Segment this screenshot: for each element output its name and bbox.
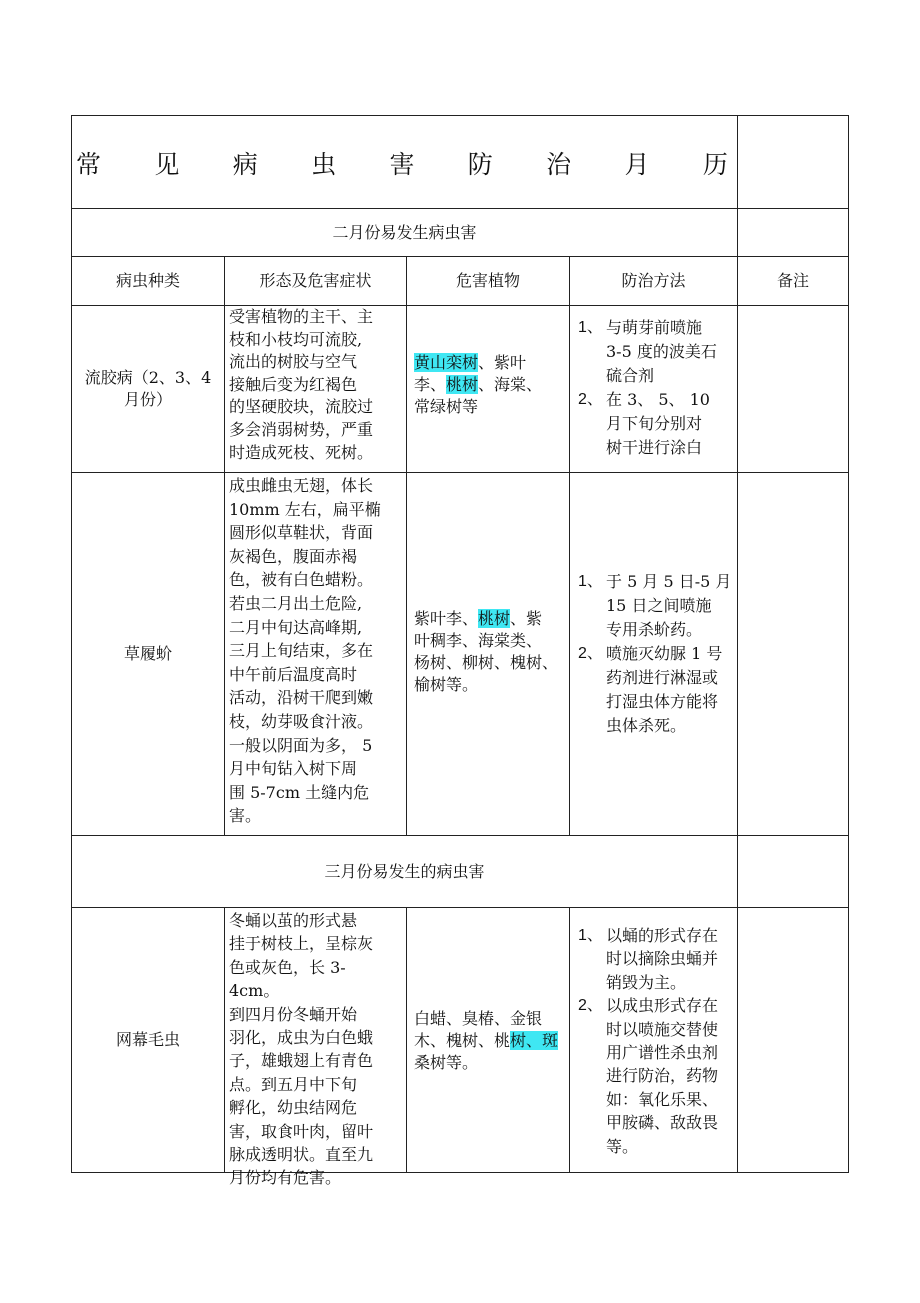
text-line: 3-5 度的波美石 — [606, 342, 717, 361]
text-line: 打湿虫体方能将 — [606, 692, 719, 711]
text-line: 硫合剂 — [606, 366, 655, 385]
text-line: 如：氧化乐果、 — [606, 1089, 719, 1109]
text-line: 多会消弱树势，严重 — [229, 419, 374, 439]
rule — [224, 907, 225, 1173]
text-line: 点。到五月中下旬 — [229, 1074, 358, 1094]
control-item — [578, 924, 733, 994]
pest-name-line: 月份） — [123, 390, 172, 409]
control-methods — [578, 570, 733, 738]
text-line: 成虫雌虫无翅，体长 — [229, 476, 374, 495]
text-line: 中午前后温度高时 — [229, 664, 358, 684]
text-line: 白蜡、臭椿、金银 — [414, 1009, 543, 1028]
text-line: 二月中旬达高峰期, — [229, 617, 363, 637]
pest-name-line: 流胶病（2、3、4 — [84, 368, 212, 387]
text-line: 围 5-7cm 土缝内危 — [229, 782, 370, 802]
symptoms-text — [229, 474, 395, 828]
text-line: 药剂进行淋湿或 — [606, 668, 719, 687]
item-number: 1、 — [578, 927, 603, 944]
text-fragment: 、紫 — [510, 609, 543, 628]
text-line: 受害植物的主干、主 — [229, 307, 374, 326]
title-char: 防 — [467, 150, 493, 179]
text-line: 以蛹的形式存在 — [606, 926, 719, 945]
rule — [569, 907, 570, 1173]
title-char: 治 — [546, 150, 572, 179]
text-line: 进行防治，药物 — [606, 1066, 719, 1086]
text-line: 孵化，幼虫结网危 — [229, 1098, 358, 1118]
text-line: 在 3、 5、 10 — [606, 390, 710, 409]
text-line: 到四月份冬蛹开始 — [229, 1004, 358, 1024]
pest-name: 草履蚧 — [123, 644, 172, 663]
header-control: 防治方法 — [621, 271, 686, 290]
title-char: 见 — [154, 150, 180, 179]
title-char: 常 — [76, 150, 102, 179]
title-char: 病 — [232, 150, 258, 179]
rule — [848, 115, 849, 1173]
control-methods — [578, 924, 733, 1158]
text-line: 时以摘除虫蛹并 — [606, 949, 719, 969]
section-heading-feb: 二月份易发生病虫害 — [332, 222, 477, 242]
text-line: 榆树等。 — [414, 675, 479, 694]
text-line: 的坚硬胶块，流胶过 — [229, 397, 374, 417]
highlighted-plant: 黄山栾树 — [414, 353, 479, 372]
text-line: 脉成透明状。直至九 — [229, 1145, 374, 1165]
text-line: 树干进行涂白 — [606, 438, 703, 457]
rule — [71, 1172, 848, 1173]
text-line: 15 日之间喷施 — [606, 596, 712, 615]
text-line: 甲胺磷、敌敌畏 — [606, 1113, 719, 1133]
title-char: 虫 — [311, 150, 337, 179]
text-fragment: 木、槐树、桃 — [414, 1031, 511, 1050]
page-title — [76, 146, 728, 180]
text-line: 用广谱性杀虫剂 — [606, 1043, 719, 1063]
text-line: 枝，幼芽吸食汁液。 — [229, 711, 374, 731]
text-line: 子，雄蛾翅上有青色 — [229, 1051, 374, 1071]
text-line: 专用杀蚧药。 — [606, 620, 703, 639]
text-line: 时造成死枝、死树。 — [229, 442, 374, 462]
title-char: 月 — [624, 150, 650, 179]
highlighted-plant: 树、斑 — [510, 1031, 559, 1050]
rule — [224, 256, 225, 836]
text-line: 销毁为主。 — [606, 972, 687, 992]
pest-name — [72, 306, 224, 472]
text-line: 害，取食叶肉，留叶 — [229, 1121, 374, 1141]
text-fragment: 、海棠、 — [478, 375, 543, 394]
text-line: 三月上旬结束，多在 — [229, 641, 374, 661]
text-line: 圆形似草鞋状，背面 — [229, 523, 374, 543]
header-type: 病虫种类 — [115, 271, 180, 290]
text-line: 羽化，成虫为白色蛾 — [229, 1028, 374, 1048]
text-line: 色，被有白色蜡粉。 — [229, 570, 374, 590]
text-line: 叶稠李、海棠类、 — [414, 631, 543, 650]
text-line: 色或灰色，长 3-4cm。 — [229, 957, 346, 1001]
plants-text — [414, 1008, 562, 1074]
text-line: 等。 — [606, 1136, 639, 1156]
control-item — [578, 388, 733, 460]
control-item — [578, 316, 733, 388]
title-char: 历 — [702, 150, 728, 179]
text-fragment: 李、 — [414, 375, 447, 394]
item-number: 1、 — [578, 573, 603, 590]
rule — [71, 115, 848, 116]
pest-name: 网幕毛虫 — [115, 1030, 180, 1049]
text-line: 若虫二月出土危险, — [229, 593, 363, 613]
text-line: 于 5 月 5 日-5 月 — [606, 572, 732, 591]
text-fragment: 常绿树等 — [414, 397, 479, 416]
title-char: 害 — [389, 150, 415, 179]
highlighted-plant: 桃树 — [446, 375, 479, 394]
header-notes: 备注 — [776, 271, 809, 290]
text-line: 以成虫形式存在 — [606, 996, 719, 1016]
item-number: 2、 — [578, 391, 603, 408]
header-plants: 危害植物 — [455, 271, 520, 290]
text-line: 10mm 左右，扁平椭 — [229, 499, 381, 519]
text-fragment: 、紫叶 — [478, 353, 527, 372]
text-line: 虫体杀死。 — [606, 716, 687, 735]
text-line: 一般以阴面为多， 5 — [229, 735, 373, 755]
text-line: 接触后变为红褐色 — [229, 374, 358, 394]
text-line: 流出的树胶与空气 — [229, 352, 358, 372]
rule — [569, 256, 570, 836]
symptoms-text — [229, 306, 395, 464]
control-item — [578, 642, 733, 738]
text-line: 枝和小枝均可流胶, — [229, 329, 363, 349]
text-line: 害。 — [229, 806, 262, 826]
item-number: 2、 — [578, 997, 603, 1015]
rule — [406, 907, 407, 1173]
text-fragment: 紫叶李、 — [414, 609, 479, 628]
item-number: 1、 — [578, 319, 603, 336]
plants-text — [414, 352, 562, 418]
control-item — [578, 994, 733, 1158]
item-number: 2、 — [578, 645, 603, 662]
text-line: 灰褐色，腹面赤褐 — [229, 546, 358, 566]
symptoms-text — [229, 909, 395, 1190]
text-line: 冬蛹以茧的形式悬 — [229, 911, 358, 930]
text-line: 活动，沿树干爬到嫩 — [229, 688, 374, 708]
header-symptoms: 形态及危害症状 — [259, 271, 372, 290]
text-line: 杨树、柳树、槐树、 — [414, 653, 559, 672]
rule — [406, 256, 407, 836]
text-line: 桑树等。 — [414, 1053, 479, 1072]
text-line: 挂于树枝上，呈棕灰 — [229, 934, 374, 954]
text-line: 月中旬钻入树下周 — [229, 759, 358, 779]
text-line: 月份均有危害。 — [229, 1168, 342, 1188]
control-methods — [578, 316, 733, 460]
highlighted-plant: 桃树 — [478, 609, 511, 628]
text-line: 月下旬分别对 — [606, 414, 703, 433]
text-line: 时以喷施交替使 — [606, 1019, 719, 1039]
section-heading-mar: 三月份易发生的病虫害 — [324, 861, 485, 881]
text-line: 喷施灭幼脲 1 号 — [606, 644, 723, 663]
text-line: 与萌芽前喷施 — [606, 318, 703, 337]
control-item — [578, 570, 733, 642]
plants-text — [414, 608, 562, 696]
